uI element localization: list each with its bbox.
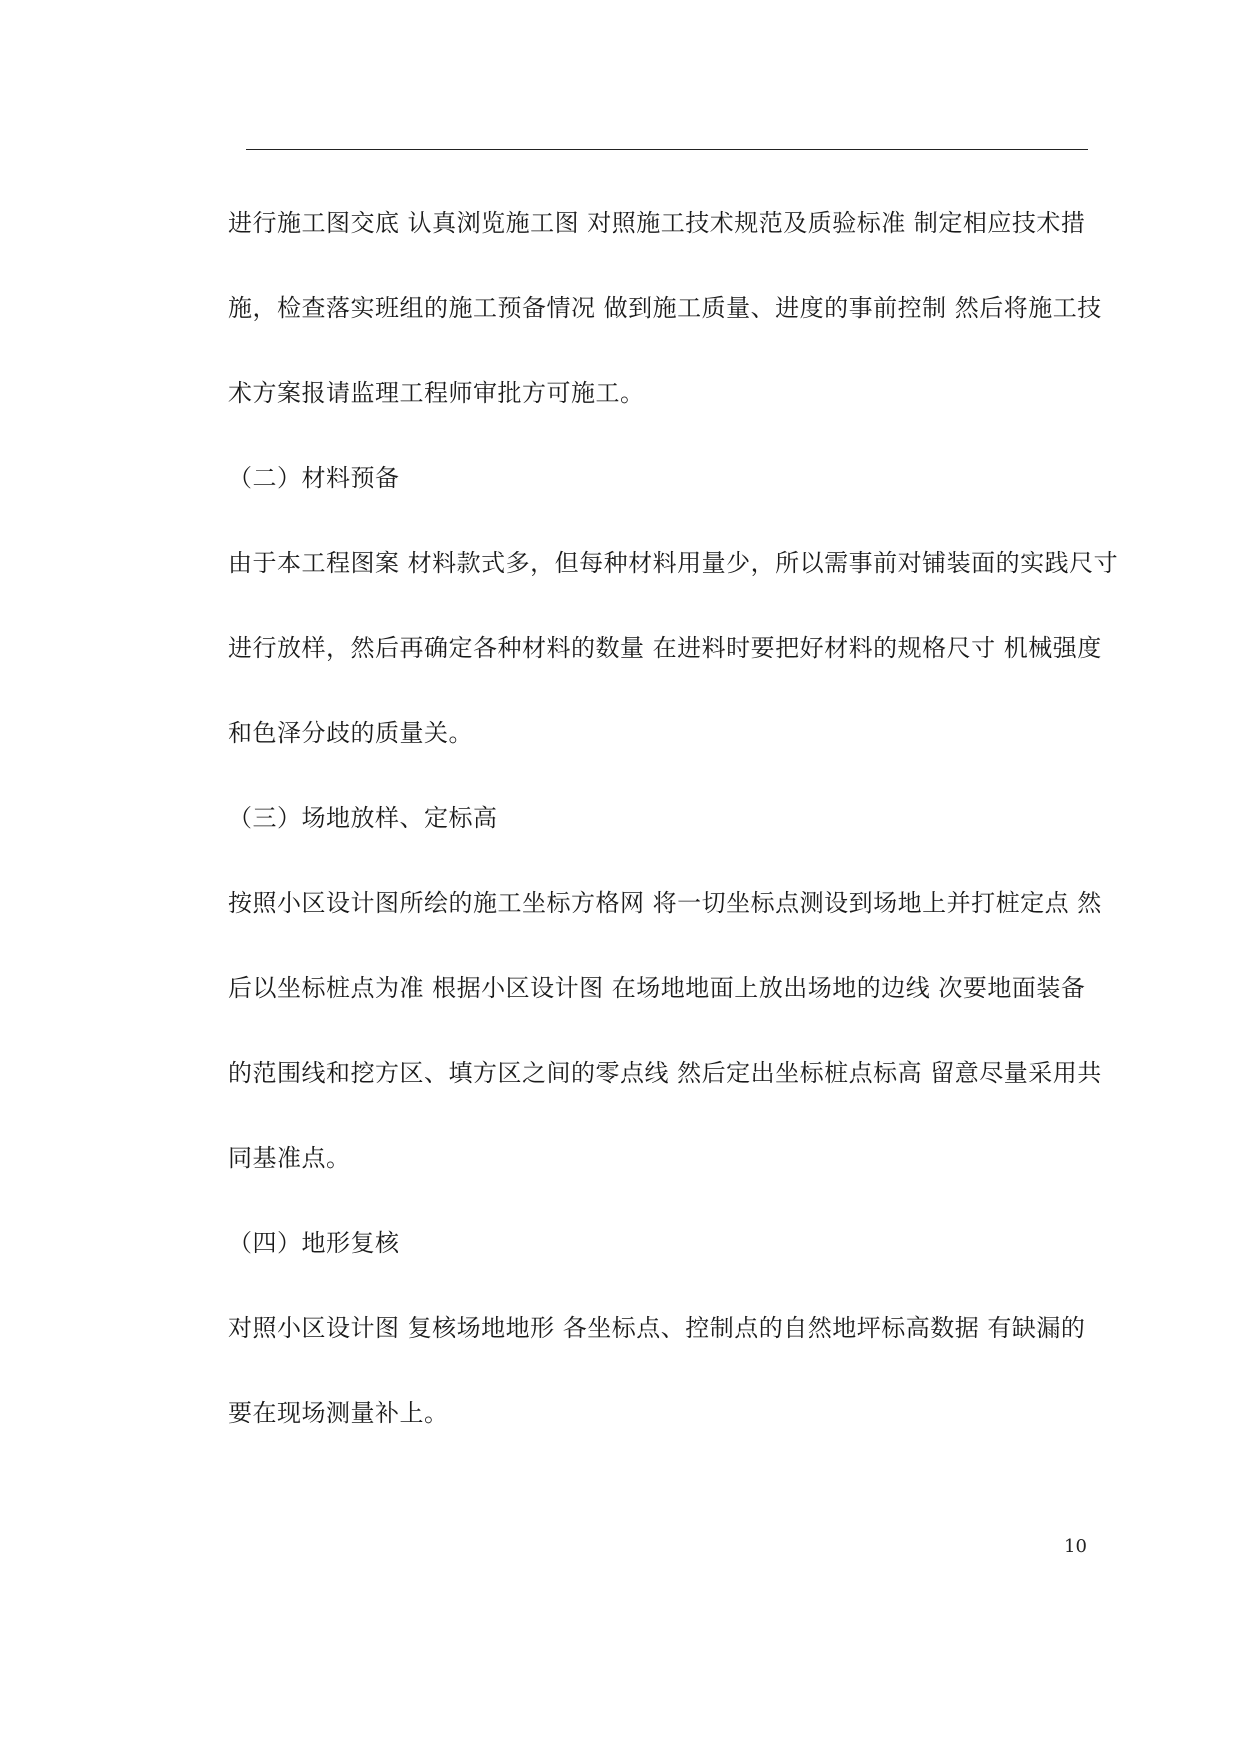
paragraph-line: 按照小区设计图所绘的施工坐标方格网 将一切坐标点测设到场地上并打桩定点 然 [228, 889, 1102, 917]
header-rule [246, 149, 1088, 150]
paragraph-line: 对照小区设计图 复核场地地形 各坐标点、控制点的自然地坪标高数据 有缺漏的 [228, 1314, 1086, 1342]
paragraph-line: 术方案报请监理工程师审批方可施工。 [228, 379, 645, 407]
paragraph-line: 进行施工图交底 认真浏览施工图 对照施工技术规范及质验标准 制定相应技术措 [228, 209, 1086, 237]
paragraph-line: 要在现场测量补上。 [228, 1399, 449, 1427]
paragraph-line: 进行放样，然后再确定各种材料的数量 在进料时要把好材料的规格尺寸 机械强度 [228, 634, 1102, 662]
paragraph-line: 施，检查落实班组的施工预备情况 做到施工质量、进度的事前控制 然后将施工技 [228, 294, 1102, 322]
paragraph-line: 同基准点。 [228, 1144, 351, 1172]
section-heading: （二）材料预备 [228, 464, 400, 492]
paragraph-line: 后以坐标桩点为准 根据小区设计图 在场地地面上放出场地的边线 次要地面装备 [228, 974, 1086, 1002]
paragraph-line: 和色泽分歧的质量关。 [228, 719, 473, 747]
paragraph-line: 的范围线和挖方区、填方区之间的零点线 然后定出坐标桩点标高 留意尽量采用共 [228, 1059, 1102, 1087]
section-heading: （四）地形复核 [228, 1229, 400, 1257]
section-heading: （三）场地放样、定标高 [228, 804, 498, 832]
paragraph-line: 由于本工程图案 材料款式多，但每种材料用量少，所以需事前对铺装面的实践尺寸 [228, 549, 1119, 577]
page-number: 10 [1064, 1536, 1087, 1557]
